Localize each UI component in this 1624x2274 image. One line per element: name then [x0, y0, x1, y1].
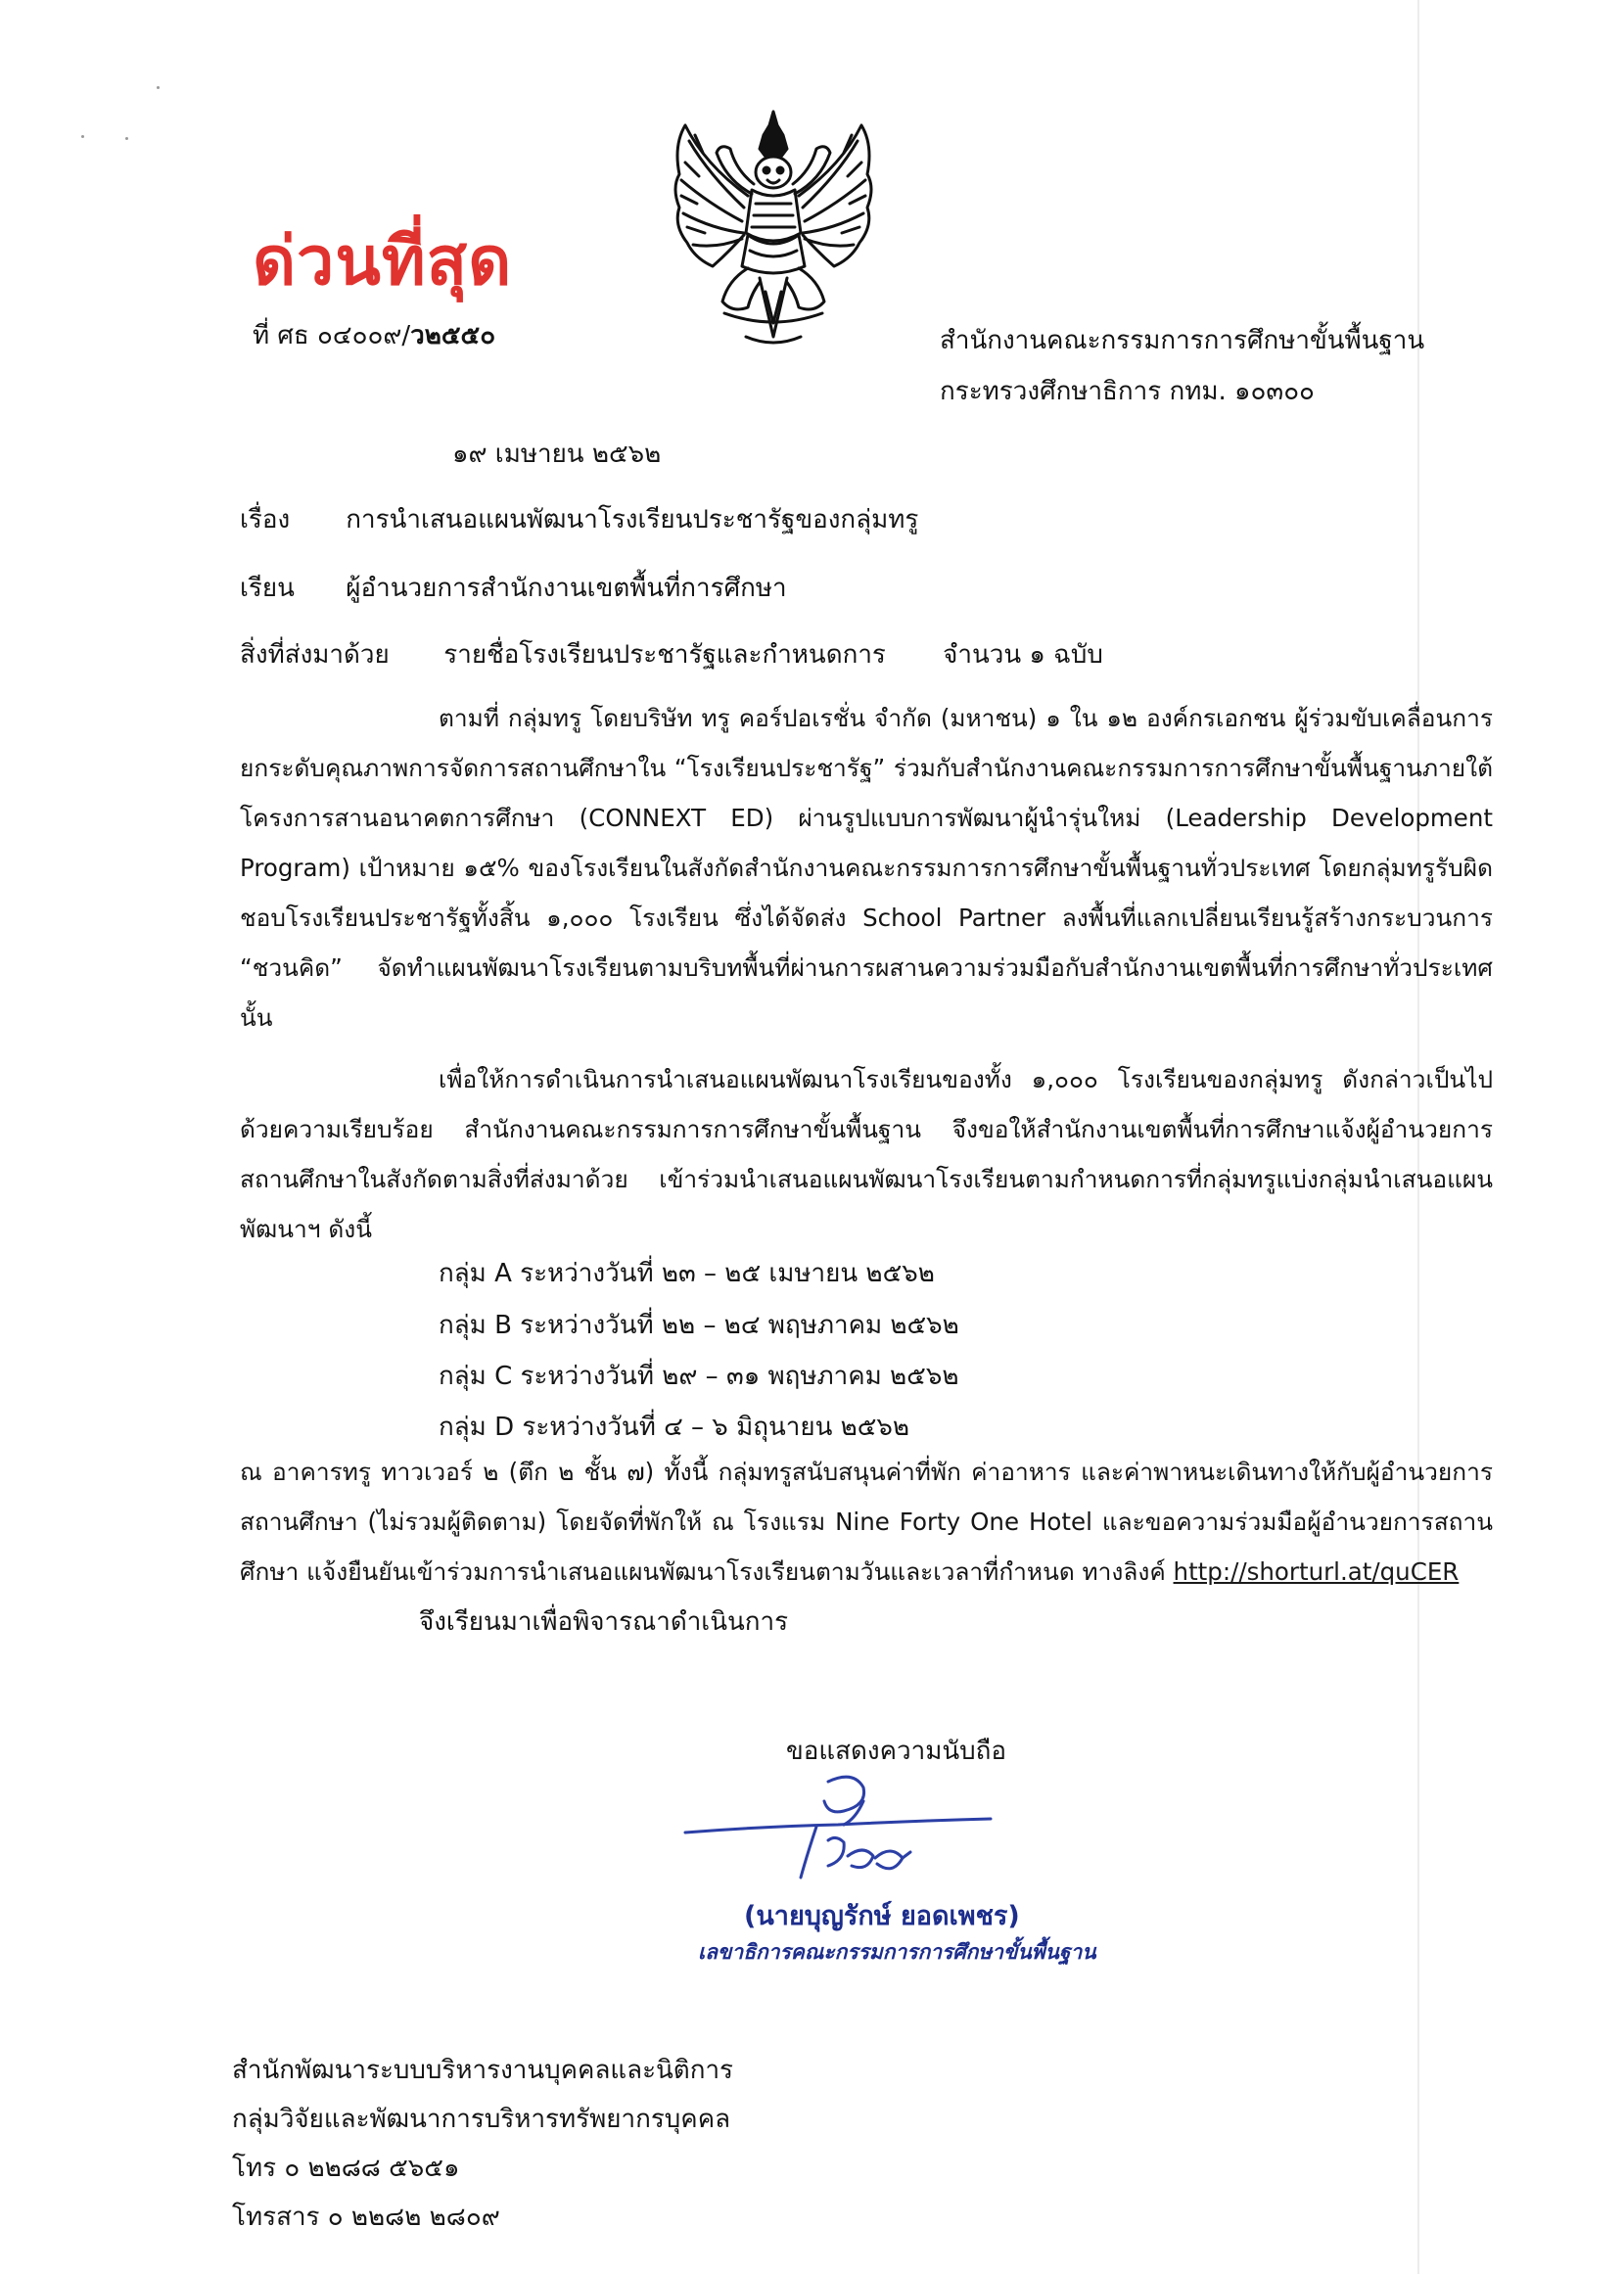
footer-fax: โทรสาร ๐ ๒๒๘๒ ๒๘๐๙ — [232, 2203, 500, 2232]
body-paragraph-2: เพื่อให้การดำเนินการนำเสนอแผนพัฒนาโรงเรียนของทั้ง ๑,๐๐๐ โรงเรียนของกลุ่มทรู ดังกล่าวเป็นไปด้วยความเรียบร้อย สำนักงานคณะกรรมการการศึกษาขั้นพื้นฐาน จึงขอให้สำนักงานเขตพื้นที่การศึกษาแจ้งผู้อำนวยการสถานศึกษาในสังกัดตามสิ่งที่ส่งมาด้วย เข้าร่วมนำเสนอแผนพัฒนาโรงเรียนตามกำหนดการที่กลุ่มทรูแบ่งกลุ่มนำเสนอแผนพัฒนาฯ ดังนี้ — [240, 1065, 1493, 1243]
venue-text: ณ อาคารทรู ทาวเวอร์ ๒ (ตึก ๒ ชั้น ๗) ทั้งนี้ กลุ่มทรูสนับสนุนค่าที่พัก ค่าอาหาร และค่าพาหนะเดินทางให้กับผู้อำนวยการสถานศึกษา (ไม่รวมผู้ติดตาม) โดยจัดที่พักให้ ณ โรงแรม Nine Forty One Hotel และขอความร่วมมือผู้อำนวยการสถานศึกษา แจ้งยืนยันเข้าร่วมการนำเสนอแผนพัฒนาโรงเรียนตามวันและเวลาที่กำหนด ทางลิงค์ — [240, 1458, 1493, 1586]
urgency-stamp: ด่วนที่สุด — [253, 223, 513, 301]
subject-text: การนำเสนอแผนพัฒนาโรงเรียนประชารัฐของกลุ่มทรู — [346, 505, 919, 534]
registration-link[interactable]: http://shorturl.at/quCER — [1173, 1557, 1460, 1586]
schedule-group-a: กลุ่ม A ระหว่างวันที่ ๒๓ – ๒๕ เมษายน ๒๕๖๒ — [439, 1259, 935, 1288]
closing-request: จึงเรียนมาเพื่อพิจารณาดำเนินการ — [419, 1607, 789, 1637]
office-name: สำนักงานคณะกรรมการการศึกษาขั้นพื้นฐาน — [940, 326, 1425, 355]
enclosure-label: สิ่งที่ส่งมาด้วย — [240, 640, 390, 670]
reference-prefix: ที่ ศธ ๐๔๐๐๙/ — [253, 321, 411, 350]
enclosure-quantity: จำนวน ๑ ฉบับ — [943, 640, 1103, 670]
footer-phone: โทร ๐ ๒๒๘๘ ๕๖๕๑ — [232, 2154, 460, 2183]
body-paragraph-3 — [240, 1447, 1493, 1597]
scan-speck — [125, 137, 128, 140]
recipient-text: ผู้อำนวยการสำนักงานเขตพื้นที่การศึกษา — [346, 574, 787, 603]
letter-body — [240, 693, 1493, 1254]
signer-title: เลขาธิการคณะกรรมการการศึกษาขั้นพื้นฐาน — [698, 1940, 1096, 1964]
office-address: กระทรวงศึกษาธิการ กทม. ๑๐๓๐๐ — [940, 377, 1315, 406]
recipient-line — [240, 568, 787, 608]
reference-number: ว๒๕๕๐ — [410, 321, 496, 350]
schedule-group-c: กลุ่ม C ระหว่างวันที่ ๒๙ – ๓๑ พฤษภาคม ๒๕๖๒ — [439, 1362, 959, 1391]
signer-name: (นายบุญรักษ์ ยอดเพชร) — [744, 1901, 1020, 1931]
letter-date: ๑๙ เมษายน ๒๕๖๒ — [452, 440, 662, 469]
footer-department: สำนักพัฒนาระบบบริหารงานบุคคลและนิติการ — [232, 2056, 734, 2085]
closing-regards: ขอแสดงความนับถือ — [786, 1737, 1006, 1766]
footer-division: กลุ่มวิจัยและพัฒนาการบริหารทรัพยากรบุคคล — [232, 2105, 731, 2134]
garuda-emblem-icon — [666, 106, 881, 352]
handwritten-signature-icon — [681, 1762, 995, 1889]
contact-footer — [232, 2046, 733, 2242]
scan-speck — [81, 135, 84, 138]
letter-body-continued — [240, 1447, 1493, 1597]
enclosure-line — [240, 634, 1103, 674]
scan-speck — [157, 86, 160, 89]
schedule-group-b: กลุ่ม B ระหว่างวันที่ ๒๒ – ๒๔ พฤษภาคม ๒๕๖๒ — [439, 1311, 959, 1340]
enclosure-text: รายชื่อโรงเรียนประชารัฐและกำหนดการ — [443, 640, 886, 670]
issuing-office — [940, 315, 1424, 417]
document-reference — [253, 315, 495, 355]
body-paragraph-1: ตามที่ กลุ่มทรู โดยบริษัท ทรู คอร์ปอเรชั่น จำกัด (มหาชน) ๑ ใน ๑๒ องค์กรเอกชน ผู้ร่วมขับเคลื่อนการยกระดับคุณภาพการจัดการสถานศึกษาใน “โรงเรียนประชารัฐ” ร่วมกับสำนักงานคณะกรรมการการศึกษาขั้นพื้นฐานภายใต้โครงการสานอนาคตการศึกษา (CONNEXT ED) ผ่านรูปแบบการพัฒนาผู้นำรุ่นใหม่ (Leadership Development Program) เป้าหมาย ๑๕% ของโรงเรียนในสังกัดสำนักงานคณะกรรมการการศึกษาขั้นพื้นฐานทั่วประเทศ โดยกลุ่มทรูรับผิดชอบโรงเรียนประชารัฐทั้งสิ้น ๑,๐๐๐ โรงเรียน ซึ่งได้จัดส่ง School Partner ลงพื้นที่แลกเปลี่ยนเรียนรู้สร้างกระบวนการ “ชวนคิด” จัดทำแผนพัฒนาโรงเรียนตามบริบทพื้นที่ผ่านการผสานความร่วมมือกับสำนักงานเขตพื้นที่การศึกษาทั่วประเทศ นั้น — [240, 704, 1493, 1032]
schedule-group-d: กลุ่ม D ระหว่างวันที่ ๔ – ๖ มิถุนายน ๒๕๖๒ — [439, 1413, 910, 1442]
recipient-label: เรียน — [240, 574, 295, 603]
subject-line — [240, 499, 918, 539]
subject-label: เรื่อง — [240, 505, 291, 534]
